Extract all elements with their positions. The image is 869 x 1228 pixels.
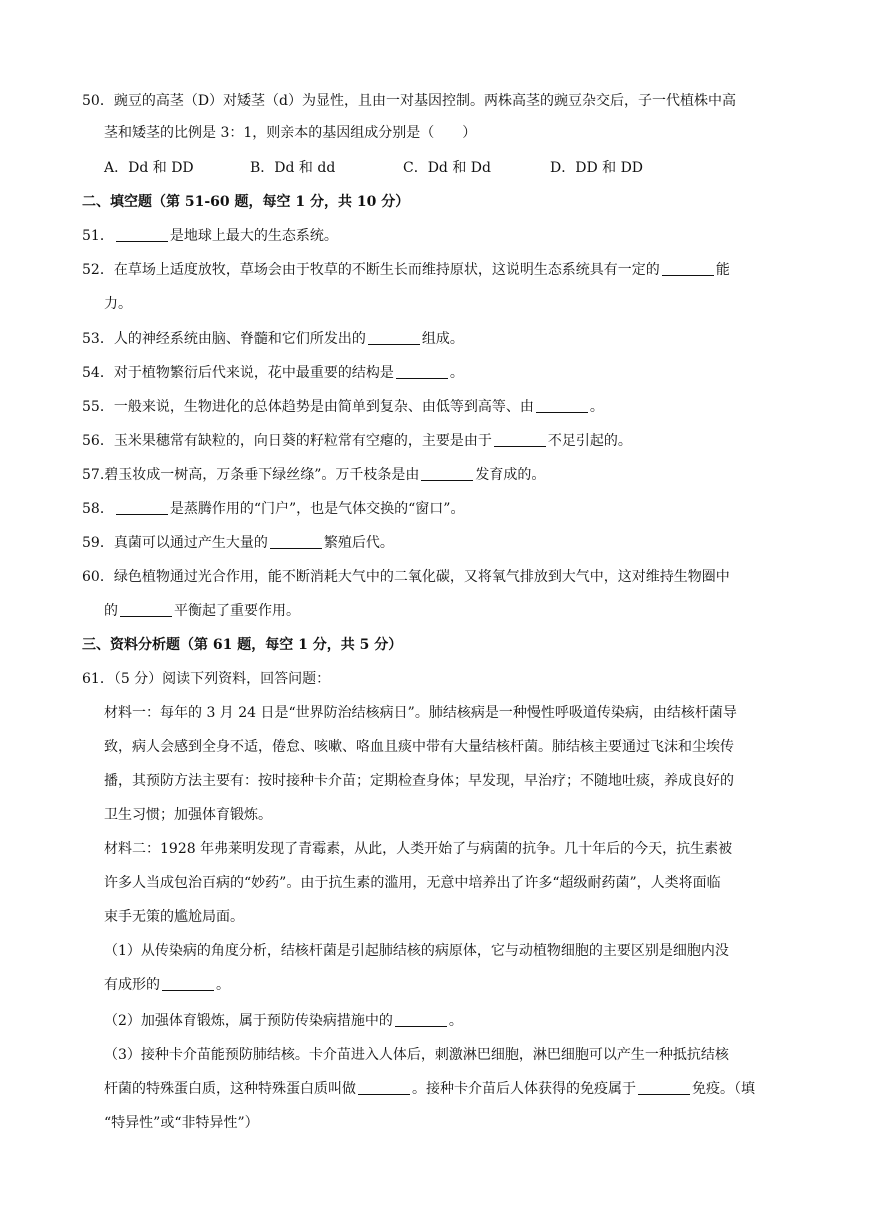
section3-title: 三、资料分析题（第 61 题，每空 1 分，共 5 分） [82,637,403,653]
q59-text: 59．真菌可以通过产生大量的 [82,535,268,551]
q58-text: 是蒸腾作用的“门户”，也是气体交换的“窗口”。 [169,501,465,517]
q61-sub3-mid: 。接种卡介苗后人体获得的免疫属于 [412,1081,636,1097]
q61-sub2 [104,1012,463,1030]
q61-sub1-line1: （1）从传染病的角度分析，结核杆菌是引起肺结核的病原体，它与动植物细胞的主要区别是细胞内没 [104,943,729,959]
q51 [82,227,338,245]
material2-line: 材料二：1928 年弗莱明发现了青霉素，从此，人类开始了与病菌的抗争。几十年后的今天，抗生素被 [104,841,733,857]
answer-blank[interactable] [421,466,473,481]
answer-blank[interactable] [638,1080,690,1095]
material1-line: 材料一：每年的 3 月 24 日是“世界防治结核病日”。肺结核病是一种慢性呼吸道传染病，由结核杆菌导 [104,705,737,721]
q61-sub1-end: 。 [216,977,230,993]
q52 [82,261,730,279]
q61-intro: 61．（5 分）阅读下列资料，回答问题： [82,671,331,687]
q61-sub1-text: 有成形的 [104,977,160,993]
q58 [82,500,464,518]
answer-blank[interactable] [536,398,588,413]
q53-text: 53．人的神经系统由脑、脊髓和它们所发出的 [82,331,366,347]
q61-sub3-line1: （3）接种卡介苗能预防肺结核。卡介苗进入人体后，刺激淋巴细胞，淋巴细胞可以产生一种抵抗结核 [104,1047,729,1063]
answer-blank[interactable] [368,330,420,345]
answer-blank[interactable] [116,227,168,242]
q51-text: 是地球上最大的生态系统。 [169,228,338,244]
q52-text: 52．在草场上适度放牧，草场会由于牧草的不断生长而维持原状，这说明生态系统具有一定的 [82,262,660,278]
q56 [82,432,632,450]
q55 [82,398,604,416]
q59-text-end: 繁殖后代。 [323,535,394,551]
q60-text-end: 平衡起了重要作用。 [174,603,300,619]
q50-option-a: A．Dd 和 DD [104,160,194,176]
q54 [82,364,464,382]
answer-blank[interactable] [396,364,448,379]
q52-line2: 力。 [104,296,132,312]
section2-title: 二、填空题（第 51-60 题，每空 1 分，共 10 分） [82,194,410,210]
q61-sub3-line3: “特异性”或“非特异性”） [104,1115,259,1131]
q58-number: 58． [82,501,114,517]
answer-blank[interactable] [270,534,322,549]
q61-sub3-text: 杆菌的特殊蛋白质，这种特殊蛋白质叫做 [104,1081,356,1097]
q56-text-end: 不足引起的。 [547,433,632,449]
q55-text-end: 。 [589,399,604,415]
q57-text: 57.碧玉妆成一树高，万条垂下绿丝绦”。万千枝条是由 [82,467,420,483]
q53 [82,330,464,348]
answer-blank[interactable] [494,432,546,447]
q57-text-end: 发育成的。 [475,467,546,483]
q60-line2 [104,602,300,620]
q50-line2: 茎和矮茎的比例是 3：1，则亲本的基因组成分别是（ ） [104,125,477,141]
material1-line: 致，病人会感到全身不适，倦怠、咳嗽、咯血且痰中带有大量结核杆菌。肺结核主要通过飞沫和尘埃传 [104,739,734,755]
q60-text: 的 [104,603,118,619]
material2-line: 许多人当成包治百病的“妙药”。由于抗生素的滥用，无意中培养出了许多“超级耐药菌”，人类将面临 [104,875,721,891]
q56-text: 56．玉米果穗常有缺粒的，向日葵的籽粒常有空瘪的，主要是由于 [82,433,492,449]
answer-blank[interactable] [120,602,172,617]
q57 [82,466,545,484]
answer-blank[interactable] [395,1012,447,1027]
q53-text-end: 组成。 [421,331,464,347]
answer-blank[interactable] [162,976,214,991]
answer-blank[interactable] [358,1080,410,1095]
q50-option-d: D．DD 和 DD [550,160,644,176]
q59 [82,534,394,552]
q60-line1: 60．绿色植物通过光合作用，能不断消耗大气中的二氧化碳，又将氧气排放到大气中，这对维持生物圈中 [82,569,730,585]
q52-text-end: 能 [715,262,730,278]
q50-option-b: B．Dd 和 dd [250,160,336,176]
material1-line: 卫生习惯；加强体育锻炼。 [104,807,272,823]
q50-line1: 50．豌豆的高茎（D）对矮茎（d）为显性，且由一对基因控制。两株高茎的豌豆杂交后，子一代植株中高 [82,93,736,109]
answer-blank[interactable] [662,261,714,276]
q54-text: 54．对于植物繁衍后代来说，花中最重要的结构是 [82,365,394,381]
q61-sub2-end: 。 [448,1013,463,1029]
material2-line: 束手无策的尴尬局面。 [104,909,244,925]
q55-text: 55．一般来说，生物进化的总体趋势是由简单到复杂、由低等到高等、由 [82,399,534,415]
material1-line: 播，其预防方法主要有：按时接种卡介苗；定期检查身体；早发现，早治疗；不随地吐痰，养成良好的 [104,773,734,789]
answer-blank[interactable] [116,500,168,515]
q50-option-c: C．Dd 和 Dd [403,160,491,176]
q61-sub3-line2 [104,1080,755,1098]
q61-sub1-line2 [104,976,230,994]
q61-sub3-end: 免疫。（填 [692,1081,755,1097]
q61-sub2-text: （2）加强体育锻炼，属于预防传染病措施中的 [104,1013,393,1029]
q54-text-end: 。 [449,365,464,381]
q51-number: 51． [82,228,114,244]
